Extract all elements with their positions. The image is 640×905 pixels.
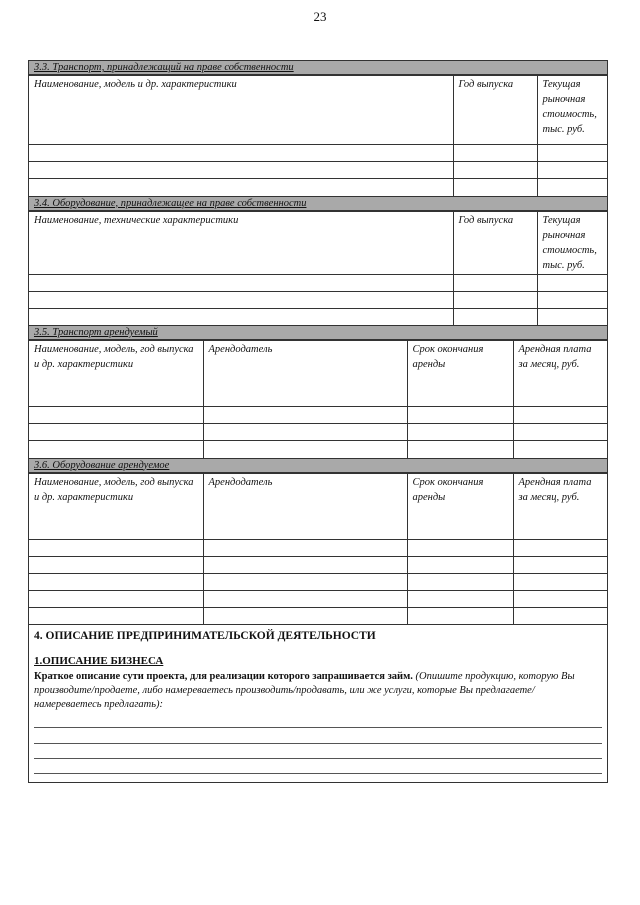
col-header-term: Срок окончания аренды: [407, 473, 513, 539]
section-3-3-title: 3.3. Транспорт, принадлежащий на праве собственности: [29, 61, 607, 75]
table-row[interactable]: [29, 291, 607, 308]
col-header-lessor: Арендодатель: [203, 341, 407, 407]
answer-line[interactable]: [34, 758, 602, 759]
col-header-year: Год выпуска: [453, 76, 537, 145]
table-header-row: [29, 473, 607, 539]
table-row[interactable]: [29, 274, 607, 291]
owned-transport-table: [29, 75, 607, 196]
table-header-row: [29, 76, 607, 145]
table-row[interactable]: [29, 162, 607, 179]
page-number: 23: [313, 9, 327, 24]
business-prompt: [34, 670, 602, 712]
col-header-name: Наименование, модель, год выпуска и др. характеристики: [29, 341, 203, 407]
col-header-value: Текущая рыночная стоимость, тыс. руб.: [537, 76, 607, 145]
business-subheading: 1.ОПИСАНИЕ БИЗНЕСА: [34, 655, 164, 667]
col-header-lessor: Арендодатель: [203, 473, 407, 539]
section-3-6-title: 3.6. Оборудование арендуемое: [29, 458, 607, 473]
table-row[interactable]: [29, 407, 607, 424]
table-row[interactable]: [29, 590, 607, 607]
table-row[interactable]: [29, 556, 607, 573]
table-row[interactable]: [29, 308, 607, 325]
col-header-name: Наименование, технические характеристики: [29, 211, 453, 274]
section-3-5-title: 3.5. Транспорт арендуемый: [29, 325, 607, 340]
section-3-4-title: 3.4. Оборудование, принадлежащее на праве собственности: [29, 196, 607, 211]
table-row[interactable]: [29, 145, 607, 162]
table-row[interactable]: [29, 539, 607, 556]
table-row[interactable]: [29, 607, 607, 624]
col-header-name: Наименование, модель и др. характеристики: [29, 76, 453, 145]
rented-transport-table: [29, 340, 607, 458]
business-prompt-hint: (Опишите продукцию, которую Вы производите/продаете, либо намереваетесь производить/продавать, или же услуги, которые Вы предлагаете/намереваетесь предлагать):: [34, 671, 575, 710]
section-4-heading: 4. ОПИСАНИЕ ПРЕДПРИНИМАТЕЛЬСКОЙ ДЕЯТЕЛЬНОСТИ: [34, 630, 376, 642]
business-prompt-bold: Краткое описание сути проекта, для реализации которого запрашивается займ.: [34, 671, 413, 682]
answer-line[interactable]: [34, 743, 602, 744]
col-header-name: Наименование, модель, год выпуска и др. характеристики: [29, 473, 203, 539]
business-description-section: [29, 624, 607, 782]
table-row[interactable]: [29, 424, 607, 441]
col-header-rent: Арендная плата за месяц, руб.: [513, 341, 607, 407]
answer-line[interactable]: [34, 727, 602, 728]
rented-equipment-table: [29, 473, 607, 625]
table-row[interactable]: [29, 179, 607, 196]
answer-line[interactable]: [34, 773, 602, 774]
form-table: [28, 60, 608, 783]
col-header-term: Срок окончания аренды: [407, 341, 513, 407]
col-header-rent: Арендная плата за месяц, руб.: [513, 473, 607, 539]
owned-equipment-table: [29, 211, 607, 326]
col-header-value: Текущая рыночная стоимость, тыс. руб.: [537, 211, 607, 274]
table-row[interactable]: [29, 441, 607, 458]
table-header-row: [29, 211, 607, 274]
table-row[interactable]: [29, 573, 607, 590]
table-header-row: [29, 341, 607, 407]
col-header-year: Год выпуска: [453, 211, 537, 274]
